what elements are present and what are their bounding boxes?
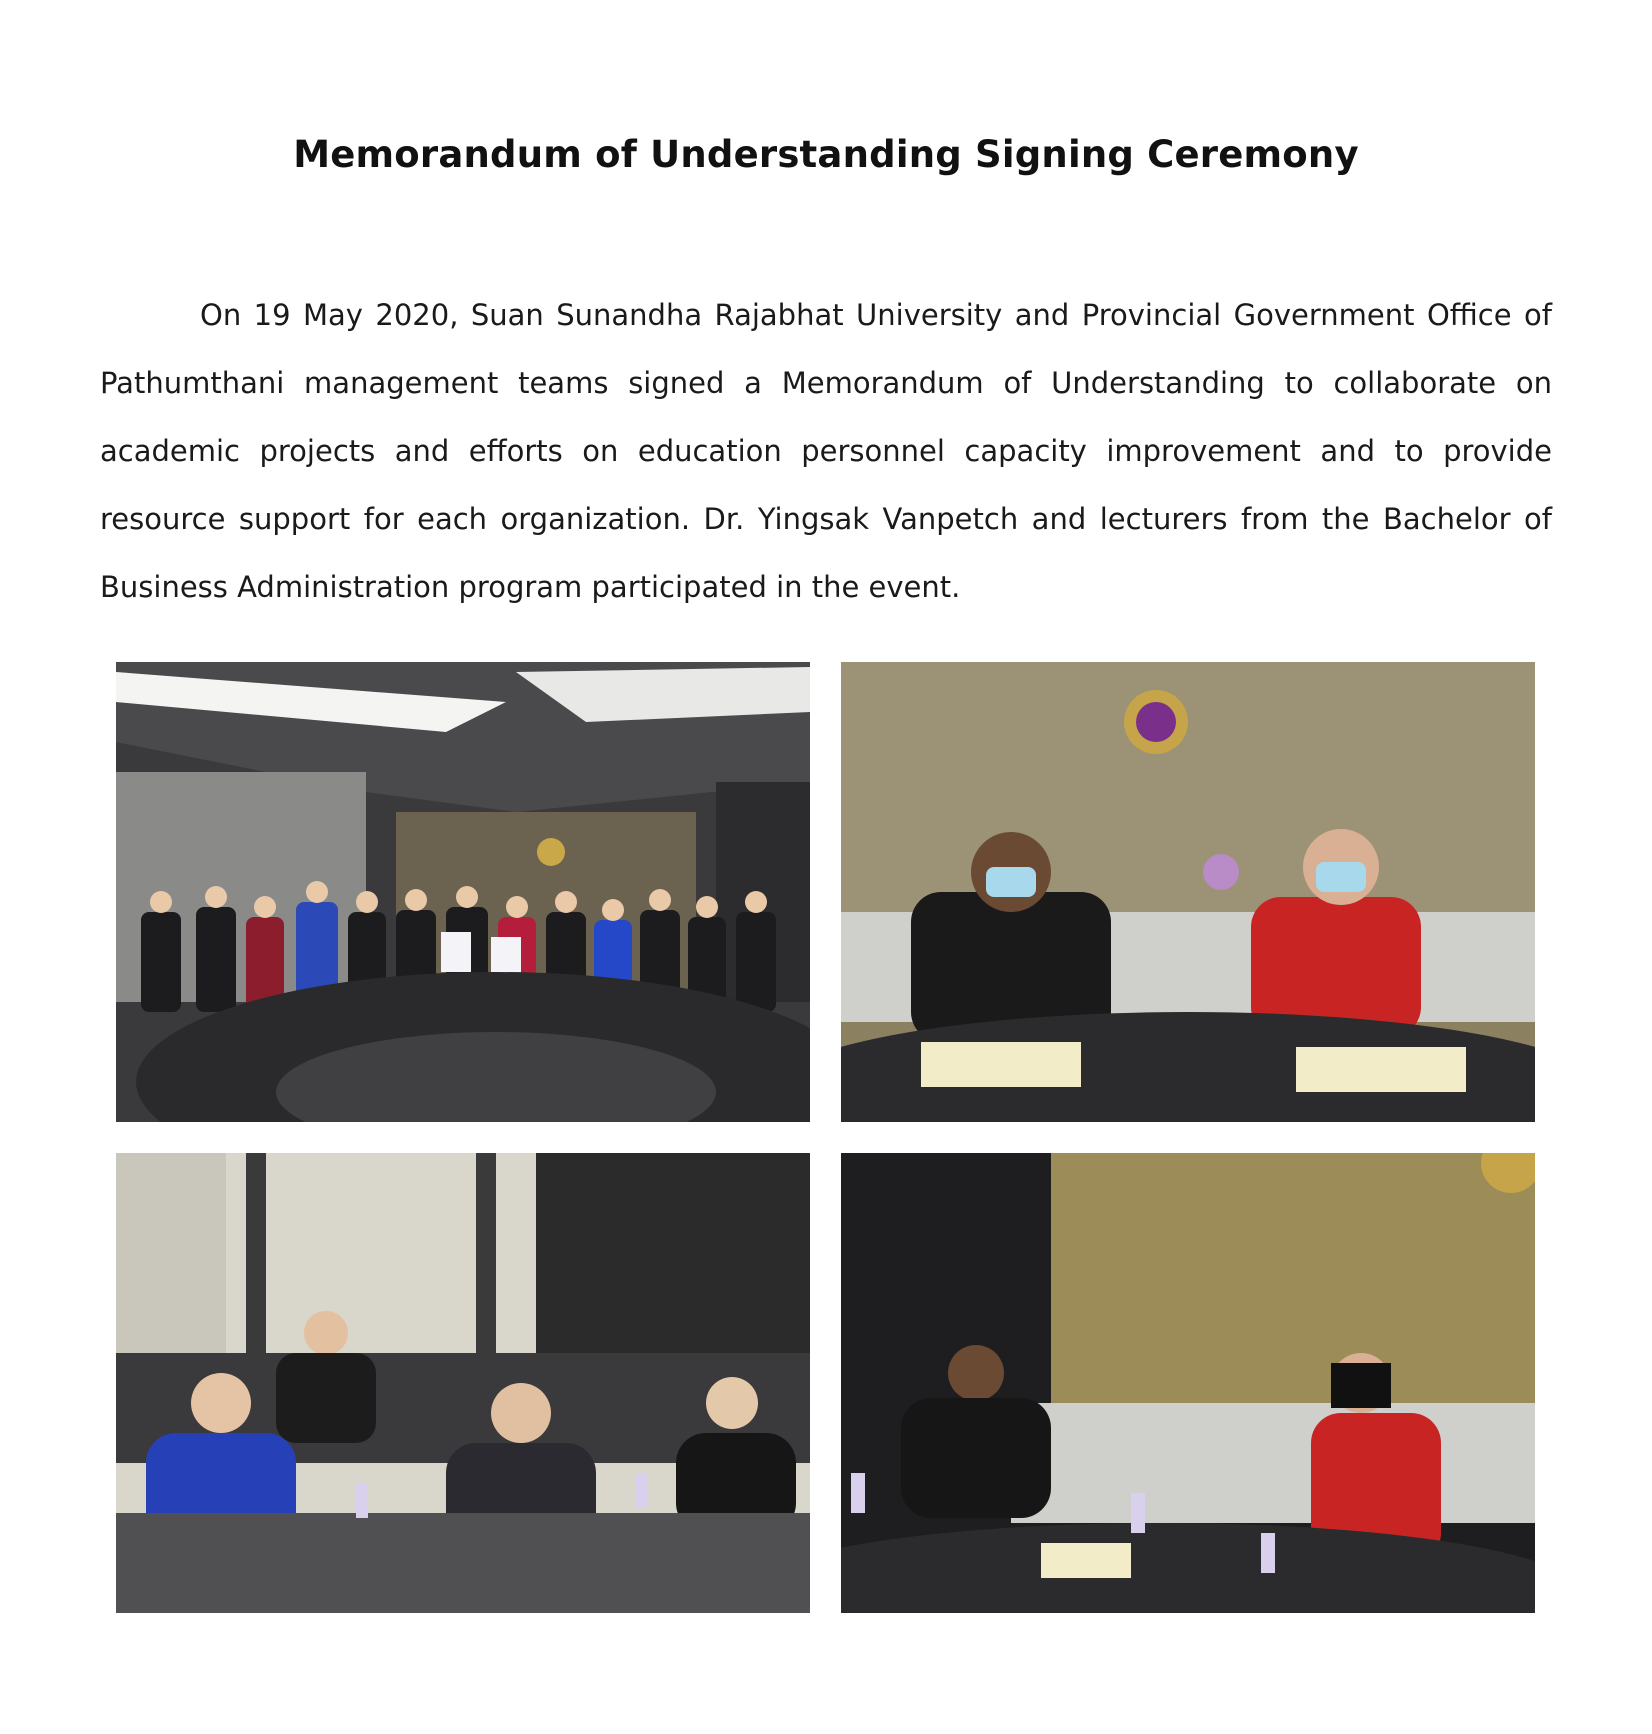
body-paragraph: On 19 May 2020, Suan Sunandha Rajabhat University and Provincial Government Office of Pathumthani management teams signed a Memorandum of Understanding to collaborate on academic projects and efforts on education personnel capacity improvement and to provide resource support for each organization. Dr. Yingsak Vanpetch and lecturers from the Bachelor of Business Administration program participated in the event. (100, 298, 1552, 604)
page-title: Memorandum of Understanding Signing Ceremony (293, 132, 1359, 176)
photo-group-ceremony (116, 662, 810, 1122)
photo-audience (116, 1153, 810, 1613)
emblem-icon (537, 838, 565, 866)
photo-signing-signatories (841, 662, 1535, 1122)
photo-signatories-seated (841, 1153, 1535, 1613)
